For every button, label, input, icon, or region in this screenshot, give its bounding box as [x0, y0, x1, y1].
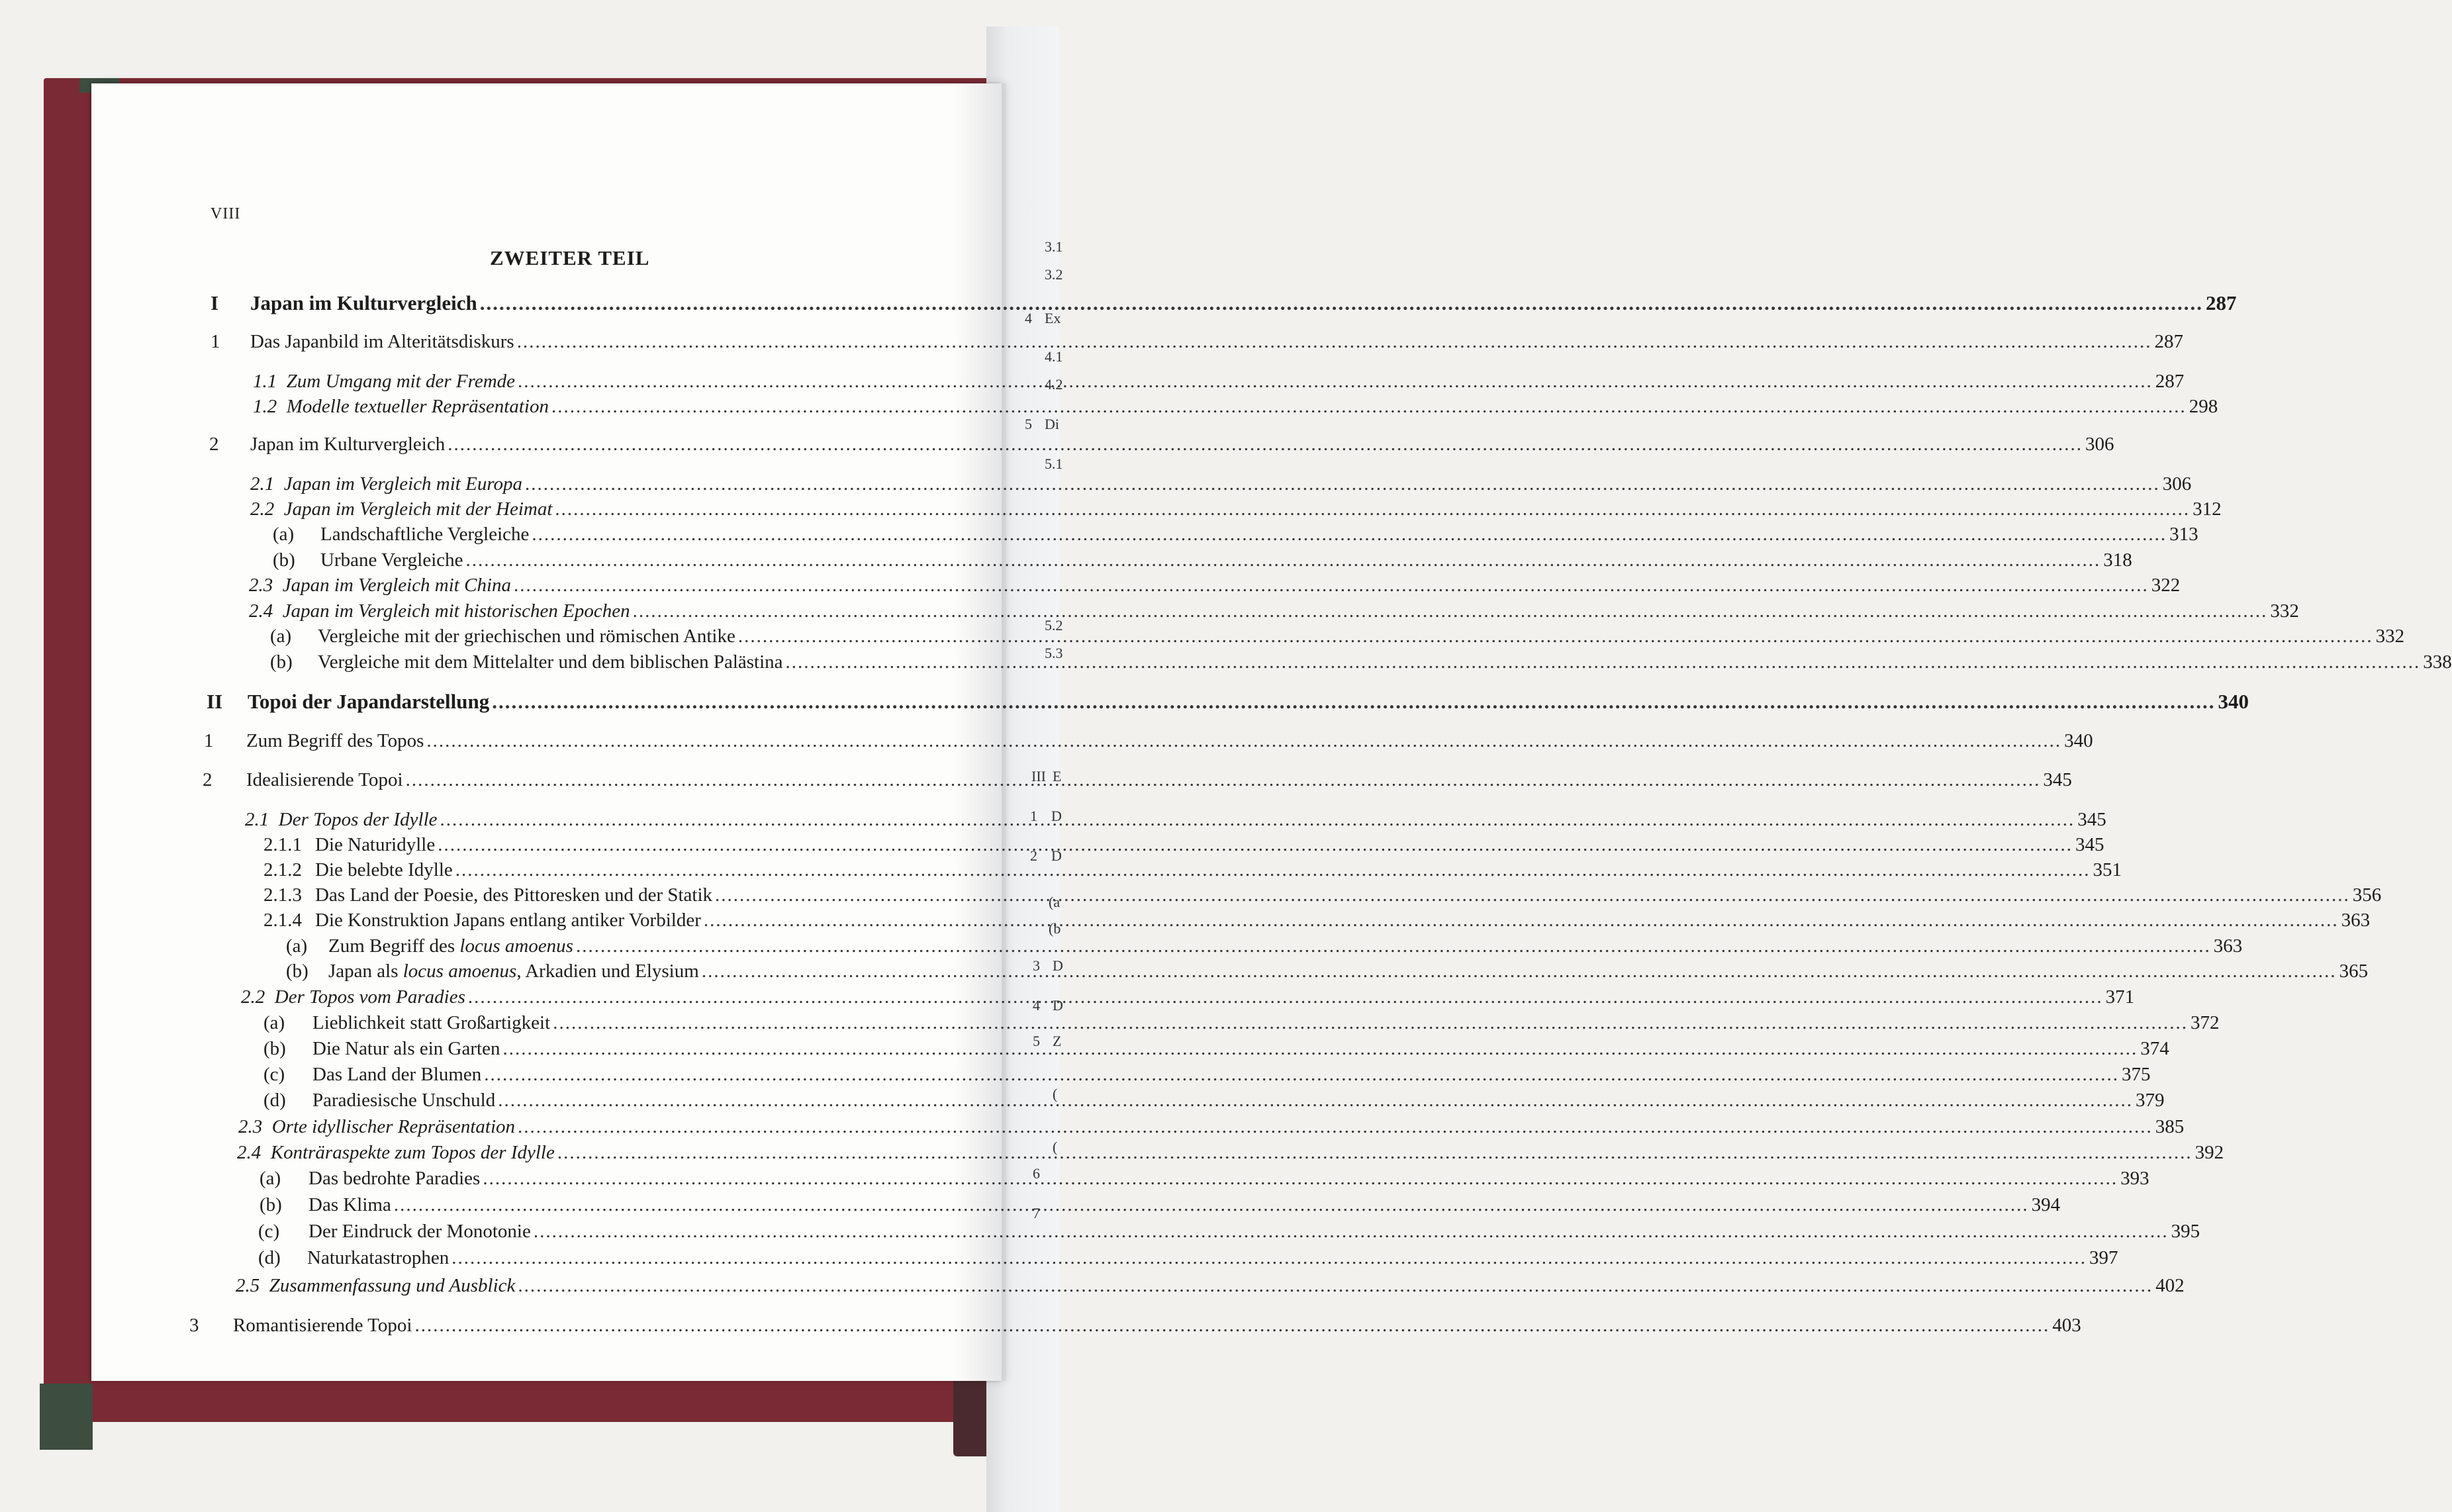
- toc-entry-title: Zum Begriff des Topos: [246, 730, 424, 751]
- toc-entry[interactable]: [328, 961, 2369, 982]
- leader-dots: [553, 1012, 2188, 1034]
- leader-dots: [551, 396, 2187, 418]
- toc-entry[interactable]: [250, 291, 2237, 315]
- toc-entry-number: (b): [270, 651, 293, 673]
- facing-page-text: (b: [1049, 920, 1061, 937]
- leader-dots: [702, 961, 2337, 982]
- leader-dots: [406, 769, 2041, 791]
- toc-entry-title: Das Japanbild im Alteritätsdiskurs: [250, 331, 514, 352]
- facing-page-text: E: [1053, 768, 1062, 784]
- toc-entry-page: 394: [2031, 1194, 2061, 1215]
- toc-entry-number: 2: [209, 434, 219, 455]
- toc-entry-title: 2.2 Der Topos vom Paradies: [241, 986, 465, 1008]
- toc-entry-page: 332: [2375, 626, 2405, 647]
- toc-entry-number: (b): [286, 961, 308, 982]
- facing-page-text: 3.1: [1045, 238, 1063, 255]
- leader-dots: [557, 1142, 2193, 1164]
- toc-entry-number: 2.1.4: [263, 910, 302, 931]
- toc-entry[interactable]: [308, 1221, 2200, 1243]
- toc-entry-page: 298: [2189, 396, 2218, 417]
- toc-entry[interactable]: [248, 690, 2249, 714]
- toc-entry-page: 312: [2193, 498, 2222, 520]
- facing-page-text: (: [1053, 1086, 1058, 1102]
- toc-entry-page: 287: [2155, 371, 2185, 392]
- facing-page-text: Z: [1053, 1033, 1062, 1049]
- leader-dots: [484, 1064, 2119, 1086]
- facing-page-text: 5.2: [1045, 617, 1063, 634]
- toc-entry[interactable]: [236, 1275, 2185, 1297]
- toc-entry[interactable]: [249, 600, 2299, 622]
- toc-entry[interactable]: [308, 1194, 2061, 1216]
- facing-page-text: 6: [1033, 1165, 1040, 1182]
- toc-entry-title: Japan im Kulturvergleich: [250, 434, 446, 455]
- toc-entry-title: 2.4 Konträraspekte zum Topos der Idylle: [237, 1142, 555, 1163]
- leader-dots: [498, 1090, 2133, 1111]
- toc-entry-title: Die belebte Idylle: [315, 859, 453, 880]
- toc-entry-title: Landschaftliche Vergleiche: [320, 524, 530, 545]
- toc-entry-page: 322: [2151, 575, 2181, 596]
- toc-entry-page: 397: [2089, 1247, 2118, 1268]
- toc-entry[interactable]: [315, 910, 2371, 931]
- toc-entry-page: 393: [2120, 1168, 2149, 1189]
- toc-entry[interactable]: [233, 1315, 2081, 1337]
- toc-entry-number: 2.2: [250, 498, 275, 520]
- toc-entry-title: Zum Begriff des locus amoenus: [328, 935, 573, 957]
- toc-entry-page: 287: [2205, 291, 2237, 314]
- leader-dots: [414, 1315, 2050, 1337]
- toc-entry-page: 379: [2136, 1090, 2165, 1111]
- toc-entry-title: Der Eindruck der Monotonie: [308, 1221, 531, 1242]
- toc-entry-number: 2.3: [249, 575, 273, 596]
- toc-entry-title: Vergleiche mit der griechischen und römischen Antike: [318, 626, 735, 647]
- toc-entry-page: 351: [2093, 859, 2122, 880]
- leader-dots: [502, 1038, 2138, 1060]
- toc-entry-page: 306: [2162, 473, 2192, 495]
- toc-entry-number: 1: [204, 730, 214, 751]
- facing-page-text: 4: [1025, 310, 1032, 326]
- toc-entry-number: (c): [263, 1064, 285, 1085]
- toc-entry-title: Vergleiche mit dem Mittelalter und dem biblischen Palästina: [318, 651, 783, 673]
- toc-entry-number: 2.4: [237, 1142, 261, 1163]
- toc-entry[interactable]: [241, 986, 2135, 1008]
- toc-entry[interactable]: [250, 498, 2222, 520]
- leader-dots: [532, 524, 2167, 545]
- toc-entry-title: 2.5 Zusammenfassung und Ausblick: [236, 1275, 516, 1296]
- toc-entry-title: Urbane Vergleiche: [320, 549, 463, 571]
- toc-entry-number: 2.4: [249, 600, 273, 622]
- facing-page-text: D: [1051, 847, 1062, 864]
- toc-entry-number: 2.1: [245, 809, 269, 830]
- facing-page-text: D: [1053, 957, 1063, 974]
- toc-entry-title: 2.1 Der Topos der Idylle: [245, 809, 438, 830]
- toc-entry-title: 2.3 Japan im Vergleich mit China: [249, 575, 512, 596]
- toc-entry-page: 287: [2154, 331, 2183, 352]
- toc-entry-page: 402: [2155, 1275, 2185, 1296]
- toc-entry-title: Das Land der Blumen: [312, 1064, 482, 1085]
- toc-entry[interactable]: [250, 331, 2183, 353]
- leader-dots: [555, 498, 2190, 520]
- toc-entry-page: 403: [2052, 1315, 2081, 1336]
- facing-page-text: D: [1051, 808, 1062, 824]
- facing-page-text: 5.3: [1045, 645, 1063, 661]
- toc-entry[interactable]: [237, 1142, 2224, 1164]
- toc-entry-title: 2.1 Japan im Vergleich mit Europa: [250, 473, 523, 495]
- toc-entry-number: (a): [273, 524, 295, 545]
- leader-dots: [517, 331, 2152, 353]
- leader-dots: [426, 730, 2061, 752]
- facing-page-text: 1: [1030, 808, 1037, 824]
- toc-entry[interactable]: [253, 396, 2218, 418]
- facing-page-text: Di: [1045, 416, 1059, 432]
- facing-page-text: III: [1031, 768, 1046, 784]
- toc-entry-number: 1.1: [253, 371, 277, 392]
- toc-entry-title: 1.1 Zum Umgang mit der Fremde: [253, 371, 516, 392]
- toc-entry-page: 340: [2218, 690, 2249, 713]
- toc-entry-number: 1: [211, 331, 220, 352]
- toc-entry[interactable]: [238, 1116, 2185, 1138]
- toc-entry-title: Topoi der Japandarstellung: [248, 690, 490, 713]
- toc-entry[interactable]: [312, 1064, 2151, 1086]
- toc-entry-title: Lieblichkeit statt Großartigkeit: [312, 1012, 551, 1033]
- toc-entry[interactable]: [328, 935, 2243, 957]
- toc-entry-title: 2.2 Japan im Vergleich mit der Heimat: [250, 498, 553, 520]
- toc-entry-number: (b): [273, 549, 295, 571]
- leader-dots: [468, 986, 2103, 1008]
- toc-entry-page: 306: [2085, 434, 2114, 455]
- facing-page-text: 4: [1033, 997, 1040, 1014]
- toc-entry-page: 385: [2155, 1116, 2185, 1137]
- leader-dots: [514, 575, 2149, 596]
- toc-entry-title: Japan im Kulturvergleich: [250, 291, 477, 314]
- facing-page-text: 4.1: [1045, 348, 1063, 365]
- toc-entry-title: Die Naturidylle: [315, 834, 436, 855]
- toc-entry-page: 338: [2423, 651, 2452, 673]
- toc-entry-title: Naturkatastrophen: [307, 1247, 449, 1268]
- toc-entry-page: 395: [2171, 1221, 2200, 1242]
- toc-entry[interactable]: [250, 434, 2114, 455]
- toc-entry[interactable]: [249, 575, 2181, 596]
- toc-entry-title: 2.3 Orte idyllischer Repräsentation: [238, 1116, 516, 1137]
- toc-entry[interactable]: [320, 549, 2132, 571]
- page-number: VIII: [211, 205, 241, 222]
- toc-entry-title: Paradiesische Unschuld: [312, 1090, 496, 1111]
- leader-dots: [480, 291, 2203, 315]
- toc-entry-number: 2.1.2: [263, 859, 302, 880]
- leader-dots: [738, 626, 2373, 647]
- toc-entry[interactable]: [315, 884, 2382, 906]
- toc-entry[interactable]: [320, 524, 2198, 545]
- toc-entry-number: (a): [263, 1012, 285, 1033]
- toc-entry-number: II: [207, 690, 223, 713]
- toc-entry-page: 371: [2105, 986, 2135, 1008]
- toc-entry-title: Das Land der Poesie, des Pittoresken und der Statik: [315, 884, 713, 906]
- toc-entry-number: (d): [263, 1090, 286, 1111]
- toc-entry-number: 2.1.1: [263, 834, 302, 855]
- toc-entry-number: 2.2: [241, 986, 265, 1008]
- toc-entry[interactable]: [308, 1168, 2149, 1190]
- toc-entry-number: 2.5: [236, 1275, 260, 1296]
- toc-entry[interactable]: [312, 1012, 2220, 1034]
- facing-page-text: 5: [1025, 416, 1032, 432]
- toc-entry-page: 318: [2103, 549, 2132, 571]
- toc-entry-number: 2: [203, 769, 212, 790]
- toc-entry-title: Japan als locus amoenus, Arkadien und Elysium: [328, 961, 699, 982]
- toc-entry-page: 363: [2341, 910, 2371, 931]
- leader-dots: [451, 1247, 2087, 1269]
- toc-entry[interactable]: [312, 1090, 2165, 1111]
- toc-entry-page: 345: [2075, 834, 2104, 855]
- leader-dots: [704, 910, 2339, 931]
- toc-entry-page: 372: [2190, 1012, 2220, 1033]
- toc-entry-title: Das Klima: [308, 1194, 391, 1215]
- leader-dots: [534, 1221, 2169, 1243]
- leader-dots: [483, 1168, 2118, 1190]
- toc-entry-number: 2.1: [250, 473, 275, 495]
- toc-entry-title: Die Konstruktion Japans entlang antiker Vorbilder: [315, 910, 701, 931]
- toc-entry[interactable]: [307, 1247, 2118, 1269]
- leader-dots: [518, 371, 2153, 393]
- toc-entry-title: Die Natur als ein Garten: [312, 1038, 500, 1059]
- toc-entry[interactable]: [318, 626, 2405, 647]
- toc-entry-title: Romantisierende Topoi: [233, 1315, 412, 1336]
- toc-entry[interactable]: [245, 809, 2106, 831]
- toc-entry-number: 1.2: [253, 396, 277, 417]
- toc-entry-title: 1.2 Modelle textueller Repräsentation: [253, 396, 549, 417]
- part-title: ZWEITER TEIL: [490, 246, 650, 269]
- toc-entry-number: I: [211, 291, 219, 314]
- facing-page-text: D: [1053, 997, 1063, 1014]
- facing-page-text: (a: [1049, 894, 1061, 910]
- toc-entry[interactable]: [315, 859, 2122, 881]
- leader-dots: [525, 473, 2160, 495]
- toc-entry-number: 3: [189, 1315, 199, 1336]
- facing-page-text: 3: [1033, 957, 1040, 974]
- facing-page-text: Ex: [1045, 310, 1061, 326]
- toc-entry[interactable]: [315, 834, 2104, 856]
- toc-entry-number: (c): [258, 1221, 280, 1242]
- toc-entry-page: 375: [2122, 1064, 2151, 1085]
- facing-page-text: 5.1: [1045, 455, 1063, 472]
- leader-dots: [466, 549, 2101, 571]
- leader-dots: [440, 809, 2075, 831]
- leader-dots: [715, 884, 2350, 906]
- cover-spine-bottom: [40, 1384, 93, 1450]
- leader-dots: [518, 1116, 2153, 1138]
- toc-entry-number: (a): [259, 1168, 281, 1189]
- facing-page-text: 7: [1033, 1205, 1040, 1221]
- toc-entry[interactable]: [250, 473, 2192, 495]
- toc-entry-page: 345: [2077, 809, 2106, 830]
- toc-entry-page: 363: [2213, 935, 2243, 957]
- toc-entry-title: 2.4 Japan im Vergleich mit historischen Epochen: [249, 600, 630, 622]
- toc-entry-page: 374: [2140, 1038, 2169, 1059]
- toc-entry-page: 345: [2043, 769, 2072, 790]
- toc-entry-number: (b): [263, 1038, 286, 1059]
- toc-entry-page: 365: [2339, 961, 2369, 982]
- facing-page-text: 4.2: [1045, 376, 1063, 393]
- leader-dots: [576, 935, 2211, 957]
- leader-dots: [448, 434, 2083, 455]
- toc-entry-number: (d): [258, 1247, 281, 1268]
- toc-entry-title: Das bedrohte Paradies: [308, 1168, 481, 1189]
- toc-entry-page: 332: [2270, 600, 2299, 622]
- toc-entry-number: 2.1.3: [263, 884, 302, 906]
- toc-entry-number: (b): [259, 1194, 282, 1215]
- facing-page-text: 3.2: [1045, 266, 1063, 283]
- toc-entry[interactable]: [246, 730, 2093, 752]
- toc-entry-page: 392: [2194, 1142, 2224, 1163]
- toc-entry-number: (a): [286, 935, 308, 957]
- leader-dots: [786, 651, 2421, 673]
- toc-entry-title: Idealisierende Topoi: [246, 769, 403, 790]
- leader-dots: [633, 600, 2268, 622]
- facing-page-text: 2: [1030, 847, 1037, 864]
- toc-entry-number: (a): [270, 626, 292, 647]
- toc-entry-page: 356: [2352, 884, 2382, 906]
- leader-dots: [518, 1275, 2153, 1297]
- toc-entry-number: 2.3: [238, 1116, 263, 1137]
- leader-dots: [455, 859, 2091, 881]
- leader-dots: [438, 834, 2073, 856]
- toc-entry-page: 340: [2064, 730, 2093, 751]
- toc-entry-page: 313: [2169, 524, 2198, 545]
- leader-dots: [492, 690, 2215, 714]
- leader-dots: [394, 1194, 2029, 1216]
- toc-entry[interactable]: [312, 1038, 2169, 1060]
- facing-page-text: 5: [1033, 1033, 1040, 1049]
- facing-page-text: (: [1053, 1139, 1058, 1155]
